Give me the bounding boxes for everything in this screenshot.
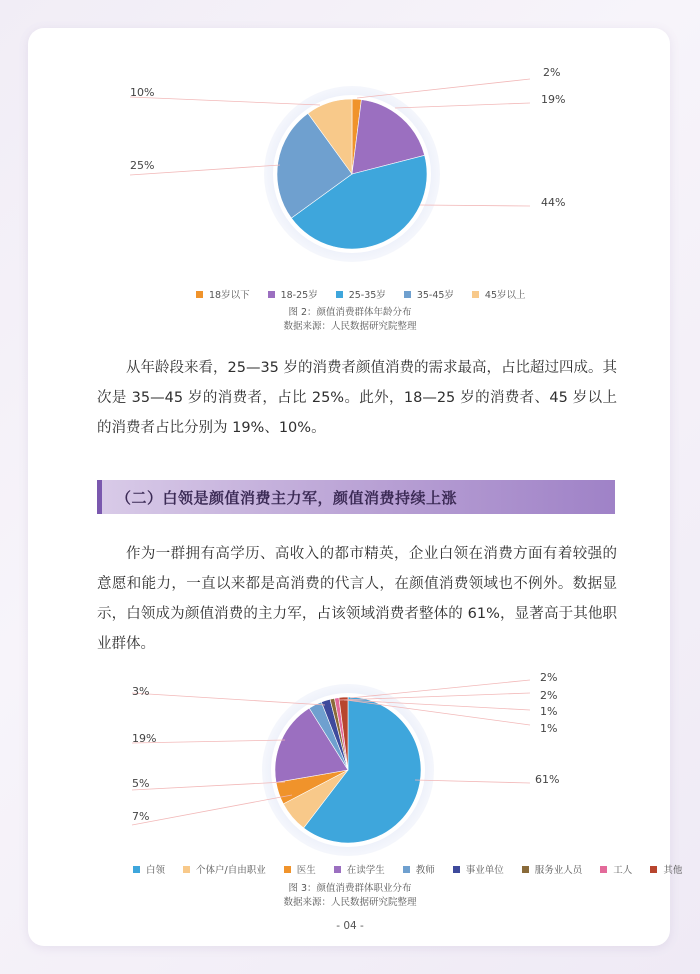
age-legend-swatch: [404, 291, 411, 298]
age-label-1: 19%: [541, 93, 566, 106]
age-legend-swatch: [196, 291, 203, 298]
age-legend-label: 18岁以下: [209, 290, 250, 301]
age-chart-title: 图 2：颜值消费群体年龄分布: [288, 307, 412, 318]
occ-label-1: 7%: [132, 810, 150, 823]
age-legend-item: [268, 287, 318, 301]
occ-legend-swatch: [650, 866, 657, 873]
age-legend-swatch: [472, 291, 479, 298]
heading-accent: [97, 480, 102, 514]
occ-legend-label: 其他: [663, 865, 683, 876]
age-analysis-text: 从年龄段来看，25—35 岁的消费者颜值消费的需求最高，占比超过四成。其次是 35—45 岁的消费者，占比 25%。此外，18—25 岁的消费者、45 岁以上的消费者占比分别为 19%、10%。: [97, 360, 618, 436]
occ-label-8: 2%: [540, 671, 558, 684]
age-chart-legend: [196, 287, 544, 301]
age-chart-source: 数据来源：人民数据研究院整理: [283, 321, 417, 332]
age-legend-label: 35-45岁: [416, 290, 454, 301]
occ-legend-label: 白领: [146, 865, 166, 876]
occupation-analysis-paragraph: [97, 539, 617, 659]
page-number: - 04 -: [336, 920, 364, 932]
age-leader-1: [395, 103, 530, 108]
occ-label-7: 1%: [540, 722, 558, 735]
occ-leader-1: [132, 795, 292, 825]
occ-legend-swatch: [453, 866, 460, 873]
age-label-0: 2%: [543, 66, 561, 79]
occ-legend-swatch: [403, 866, 410, 873]
occ-leader-8: [350, 680, 530, 698]
age-legend-item: [336, 287, 386, 301]
occ-leader-4: [132, 693, 325, 705]
occ-legend-label: 服务业人员: [534, 865, 583, 876]
age-legend-label: 45岁以上: [484, 290, 526, 301]
age-leader-4: [130, 97, 320, 105]
occ-label-2: 5%: [132, 777, 150, 790]
age-analysis-paragraph: [97, 353, 617, 443]
occ-legend-item: [453, 862, 504, 876]
age-pie-chart: [0, 0, 700, 300]
section-heading: [97, 480, 615, 514]
age-legend-swatch: [268, 291, 275, 298]
occ-label-6: 1%: [540, 705, 558, 718]
occ-legend-item: [403, 862, 435, 876]
occ-legend-item: [334, 862, 385, 876]
occ-legend-label: 医生: [296, 865, 316, 876]
occ-legend-swatch: [183, 866, 190, 873]
age-legend-label: 25-35岁: [348, 290, 386, 301]
occ-legend-label: 事业单位: [465, 865, 504, 876]
section-heading-text: （二）白领是颜值消费主力军，颜值消费持续上涨: [116, 488, 458, 507]
occ-legend-item: [183, 862, 266, 876]
occupation-chart-title: 图 3：颜值消费群体职业分布: [288, 883, 412, 894]
occupation-chart-legend: [133, 862, 700, 876]
occupation-chart-caption: [0, 882, 700, 910]
occ-legend-item: [522, 862, 583, 876]
occ-label-0: 61%: [535, 773, 560, 786]
occ-legend-label: 教师: [415, 865, 435, 876]
age-chart-caption: [0, 306, 700, 334]
occ-label-4: 3%: [132, 685, 150, 698]
age-legend-item: [472, 287, 526, 301]
occupation-pie-svg: [0, 660, 700, 860]
occ-label-3: 19%: [132, 732, 157, 745]
occupation-chart-source: 数据来源：人民数据研究院整理: [283, 897, 417, 908]
occupation-analysis-text: 作为一群拥有高学历、高收入的都市精英，企业白领在消费方面有着较强的意愿和能力，一直以来都是高消费的代言人，在颜值消费领域也不例外。数据显示，白领成为颜值消费的主力军，占该领域消费者整体的 61%，显著高于其他职业群体。: [97, 546, 617, 652]
age-pie-svg: [0, 0, 700, 300]
age-legend-item: [404, 287, 454, 301]
age-label-4: 10%: [130, 86, 155, 99]
occ-legend-item: [284, 862, 316, 876]
occ-legend-swatch: [284, 866, 291, 873]
age-leader-2: [420, 205, 530, 206]
occupation-pie-chart: [0, 660, 700, 860]
age-legend-label: 18-25岁: [280, 290, 318, 301]
age-legend-swatch: [336, 291, 343, 298]
occ-legend-label: 工人: [613, 865, 633, 876]
occ-legend-item: [650, 862, 682, 876]
age-legend-item: [196, 287, 250, 301]
age-label-3: 25%: [130, 159, 155, 172]
occ-legend-item: [133, 862, 165, 876]
occ-legend-swatch: [600, 866, 607, 873]
occ-legend-swatch: [334, 866, 341, 873]
occ-legend-label: 在读学生: [346, 865, 385, 876]
occ-leader-2: [132, 782, 285, 790]
occ-legend-label: 个体户/自由职业: [196, 865, 266, 876]
occ-legend-item: [600, 862, 632, 876]
age-label-2: 44%: [541, 196, 566, 209]
occ-label-5: 2%: [540, 689, 558, 702]
occ-legend-swatch: [133, 866, 140, 873]
age-leader-0: [357, 79, 530, 98]
occ-legend-swatch: [522, 866, 529, 873]
